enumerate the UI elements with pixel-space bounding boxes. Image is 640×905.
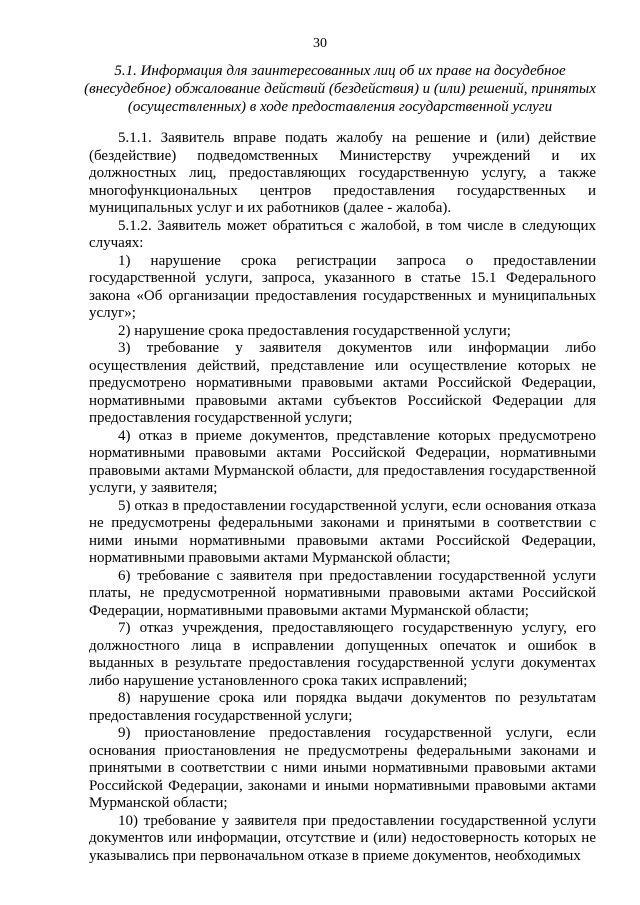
paragraph-5-1-1: 5.1.1. Заявитель вправе подать жалобу на решение и (или) действие (бездействие) подведомственных Министерству учреждений и их должностных лиц, предоставляющих государственную услугу, а также многофункциональных центров предоставления государственных и муниципальных услуг и их работников (далее - жалоба). [89, 130, 596, 216]
document-body [89, 130, 596, 865]
list-item-6: 6) требование с заявителя при предоставлении государственной услуги платы, не предусмотренной нормативными правовыми актами Российской Федерации, нормативными правовыми актами Мурманской области; [89, 567, 596, 619]
list-item-7: 7) отказ учреждения, предоставляющего государственную услугу, его должностного лица в исправлении допущенных опечаток и ошибок в выданных в результате предоставления государственной услуги документах либо нарушение установленного срока таких исправлений; [89, 620, 596, 689]
list-item-4: 4) отказ в приеме документов, представление которых предусмотрено нормативными правовыми актами Российской Федерации, нормативными правовыми актами Мурманской области, для предоставления государственной услуги, у заявителя; [89, 427, 596, 496]
list-item-10: 10) требование у заявителя при предоставлении государственной услуги документов или информации, отсутствие и (или) недостоверность которых не указывались при первоначальном отказе в приеме документов, необходимых [89, 812, 596, 864]
page-number: 30 [313, 36, 327, 51]
list-item-2: 2) нарушение срока предоставления государственной услуги; [118, 322, 511, 339]
list-item-5: 5) отказ в предоставлении государственной услуги, если основания отказа не предусмотрены федеральными законами и принятыми в соответствии с ними иными нормативными правовыми актами Российской Федерации, нормативными правовыми актами Мурманской области; [89, 497, 596, 566]
list-item-9: 9) приостановление предоставления государственной услуги, если основания приостановления не предусмотрены федеральными законами и принятыми в соответствии с ними иными нормативными правовыми актами Российской Федерации, законами и иными нормативными правовыми актами Мурманской области; [89, 725, 596, 811]
paragraph-5-1-2: 5.1.2. Заявитель может обратиться с жалобой, в том числе в следующих случаях: [89, 217, 596, 251]
list-item-8: 8) нарушение срока или порядка выдачи документов по результатам предоставления государственной услуги; [89, 690, 596, 724]
list-item-1: 1) нарушение срока регистрации запроса о предоставлении государственной услуги, запроса, указанного в статье 15.1 Федерального закона «Об организации предоставления государственных и муниципальных услуг»; [89, 252, 596, 321]
list-item-3: 3) требование у заявителя документов или информации либо осуществления действий, представление или осуществление которых не предусмотрено нормативными правовыми актами Российской Федерации, нормативными правовыми актами субъектов Российской Федерации для предоставления государственной услуги; [89, 340, 596, 426]
section-heading: 5.1. Информация для заинтересованных лиц об их праве на досудебное (внесудебное) обжалование действий (бездействия) и (или) решений, принятых (осуществленных) в ходе предоставления государственной услуги [84, 63, 596, 115]
